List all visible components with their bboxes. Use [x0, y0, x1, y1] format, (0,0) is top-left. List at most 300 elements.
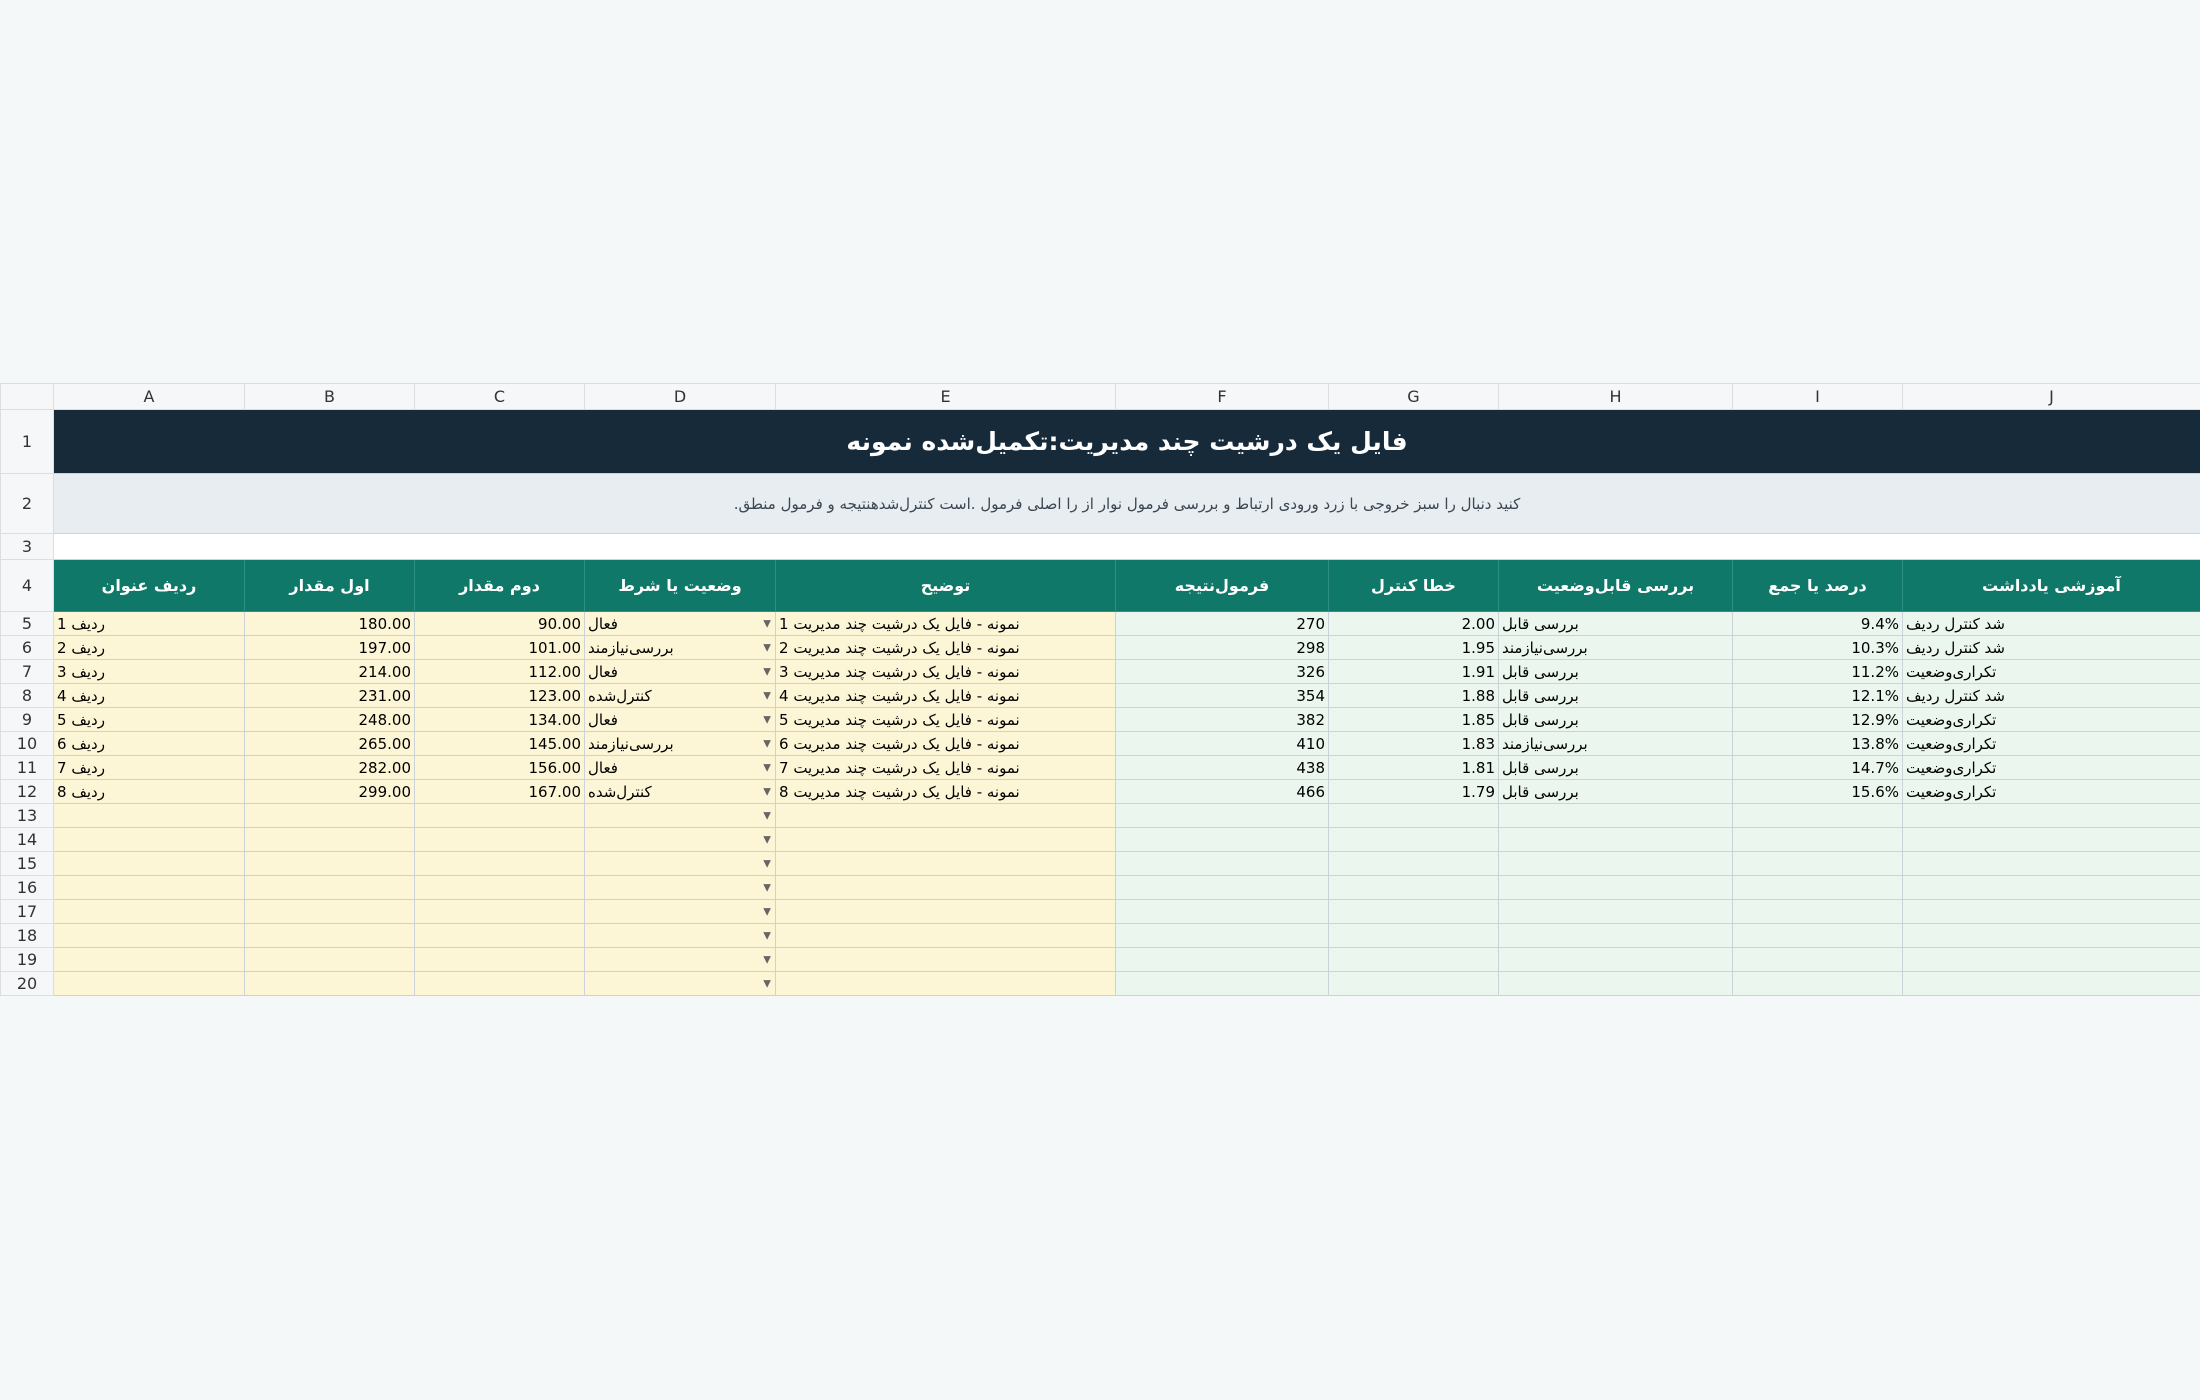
table-row	[1, 828, 2200, 852]
cell-value: تکراری‌وضعیت	[1906, 710, 1997, 729]
row-title-cell[interactable]	[54, 756, 245, 780]
cell-value: 1 ردیف	[57, 614, 105, 633]
cell-value: تکراری‌وضعیت	[1906, 758, 1997, 777]
row-title-cell[interactable]	[54, 780, 245, 804]
row-number[interactable]: 4	[1, 560, 54, 612]
table-row	[1, 660, 2200, 684]
cell-value: 1.79	[1461, 782, 1495, 801]
error-check-cell[interactable]	[1329, 732, 1499, 756]
review-status-cell[interactable]	[1499, 876, 1733, 900]
cell-value: بررسی‌نیازمند	[1502, 734, 1588, 753]
error-check-cell[interactable]	[1329, 636, 1499, 660]
first-value-cell[interactable]	[245, 636, 415, 660]
note-cell[interactable]	[1903, 756, 2200, 780]
cell-value: 5 نمونه - فایل یک درشیت چند مدیریت	[779, 710, 1020, 729]
status-dropdown-cell[interactable]	[585, 900, 776, 924]
table-row	[1, 732, 2200, 756]
formula-result-cell[interactable]	[1116, 828, 1329, 852]
note-cell[interactable]	[1903, 780, 2200, 804]
row-title-cell[interactable]	[54, 732, 245, 756]
caret-down-icon[interactable]: ▼	[763, 954, 771, 965]
status-dropdown-cell[interactable]	[585, 660, 776, 684]
row-title-cell[interactable]	[54, 900, 245, 924]
second-value-cell[interactable]	[415, 660, 585, 684]
cell-value: بررسی قابل	[1502, 782, 1579, 801]
first-value-cell[interactable]	[245, 684, 415, 708]
table-row	[1, 852, 2200, 876]
cell-value: 282.00	[358, 758, 411, 777]
cell-value: 354	[1296, 686, 1325, 705]
column-header-f[interactable]: F	[1116, 384, 1329, 410]
cell-value: شد کنترل ردیف	[1906, 686, 2005, 705]
percent-cell[interactable]	[1733, 900, 1903, 924]
cell-value: شد کنترل ردیف	[1906, 638, 2005, 657]
row-title-cell[interactable]	[54, 828, 245, 852]
review-status-cell[interactable]	[1499, 732, 1733, 756]
caret-down-icon[interactable]: ▼	[763, 834, 771, 845]
description-cell[interactable]	[776, 828, 1116, 852]
description-cell[interactable]	[776, 972, 1116, 996]
second-value-cell[interactable]	[415, 708, 585, 732]
header-description[interactable]: توضیح	[776, 560, 1116, 612]
row-number[interactable]: 16	[1, 876, 54, 900]
row-number[interactable]: 15	[1, 852, 54, 876]
row-title-cell[interactable]	[54, 972, 245, 996]
cell-value: بررسی‌نیازمند	[588, 734, 674, 753]
error-check-cell[interactable]	[1329, 852, 1499, 876]
status-dropdown-cell[interactable]	[585, 708, 776, 732]
row-title-cell[interactable]	[54, 852, 245, 876]
review-status-cell[interactable]	[1499, 828, 1733, 852]
percent-cell[interactable]	[1733, 924, 1903, 948]
header-error-check[interactable]: خطا کنترل	[1329, 560, 1499, 612]
caret-down-icon[interactable]: ▼	[763, 714, 771, 725]
cell-value: بررسی قابل	[1502, 758, 1579, 777]
row-title-cell[interactable]	[54, 708, 245, 732]
row-number[interactable]: 17	[1, 900, 54, 924]
second-value-cell[interactable]	[415, 876, 585, 900]
review-status-cell[interactable]	[1499, 636, 1733, 660]
cell-value: 1.88	[1461, 686, 1495, 705]
cell-value: 7 نمونه - فایل یک درشیت چند مدیریت	[779, 758, 1020, 777]
status-dropdown-cell[interactable]	[585, 756, 776, 780]
cell-value: 4 ردیف	[57, 686, 105, 705]
caret-down-icon[interactable]: ▼	[763, 690, 771, 701]
second-value-cell[interactable]	[415, 948, 585, 972]
first-value-cell[interactable]	[245, 948, 415, 972]
cell-value: 2 نمونه - فایل یک درشیت چند مدیریت	[779, 638, 1020, 657]
error-check-cell[interactable]	[1329, 804, 1499, 828]
row-title-cell[interactable]	[54, 876, 245, 900]
formula-result-cell[interactable]	[1116, 612, 1329, 636]
review-status-cell[interactable]	[1499, 780, 1733, 804]
cell-value: 12.1%	[1851, 686, 1899, 705]
review-status-cell[interactable]	[1499, 612, 1733, 636]
description-cell[interactable]	[776, 780, 1116, 804]
column-header-c[interactable]: C	[415, 384, 585, 410]
first-value-cell[interactable]	[245, 852, 415, 876]
description-cell[interactable]	[776, 924, 1116, 948]
table-row	[1, 708, 2200, 732]
status-dropdown-cell[interactable]	[585, 948, 776, 972]
column-header-row	[1, 384, 2200, 410]
row-title-cell[interactable]	[54, 636, 245, 660]
note-cell[interactable]	[1903, 852, 2200, 876]
review-status-cell[interactable]	[1499, 852, 1733, 876]
caret-down-icon[interactable]: ▼	[763, 738, 771, 749]
error-check-cell[interactable]	[1329, 924, 1499, 948]
cell-value: فعال	[588, 758, 618, 777]
review-status-cell[interactable]	[1499, 708, 1733, 732]
first-value-cell[interactable]	[245, 924, 415, 948]
cell-value: فعال	[588, 662, 618, 681]
formula-result-cell[interactable]	[1116, 684, 1329, 708]
second-value-cell[interactable]	[415, 780, 585, 804]
column-header-b[interactable]: B	[245, 384, 415, 410]
caret-down-icon[interactable]: ▼	[763, 906, 771, 917]
column-header-g[interactable]: G	[1329, 384, 1499, 410]
formula-result-cell[interactable]	[1116, 852, 1329, 876]
select-all-corner[interactable]	[1, 384, 54, 410]
row-title-cell[interactable]	[54, 612, 245, 636]
cell-value: 248.00	[358, 710, 411, 729]
note-cell[interactable]	[1903, 948, 2200, 972]
spreadsheet-grid	[0, 383, 2200, 996]
row-number[interactable]: 9	[1, 708, 54, 732]
column-header-i[interactable]: I	[1733, 384, 1903, 410]
note-cell[interactable]	[1903, 828, 2200, 852]
cell-value: 167.00	[528, 782, 581, 801]
row-title-cell[interactable]	[54, 804, 245, 828]
table-row	[1, 900, 2200, 924]
note-cell[interactable]	[1903, 636, 2200, 660]
second-value-cell[interactable]	[415, 636, 585, 660]
cell-value: 197.00	[358, 638, 411, 657]
row-number[interactable]: 6	[1, 636, 54, 660]
percent-cell[interactable]	[1733, 636, 1903, 660]
cell-value: 1.91	[1461, 662, 1495, 681]
description-cell[interactable]	[776, 612, 1116, 636]
cell-value: 2 ردیف	[57, 638, 105, 657]
formula-result-cell[interactable]	[1116, 804, 1329, 828]
percent-cell[interactable]	[1733, 804, 1903, 828]
note-cell[interactable]	[1903, 684, 2200, 708]
cell-value: 134.00	[528, 710, 581, 729]
cell-value: تکراری‌وضعیت	[1906, 782, 1997, 801]
status-dropdown-cell[interactable]	[585, 612, 776, 636]
description-cell[interactable]	[776, 708, 1116, 732]
description-cell[interactable]	[776, 684, 1116, 708]
description-cell[interactable]	[776, 876, 1116, 900]
row-title-cell[interactable]	[54, 924, 245, 948]
status-dropdown-cell[interactable]	[585, 732, 776, 756]
description-cell[interactable]	[776, 732, 1116, 756]
status-dropdown-cell[interactable]	[585, 972, 776, 996]
formula-result-cell[interactable]	[1116, 636, 1329, 660]
description-cell[interactable]	[776, 900, 1116, 924]
instructions-note[interactable]: کنید دنبال را سبز خروجی با زرد ورودی ارتباط و بررسی فرمول نوار از را اصلی فرمول .است کنترل‌شدهنتیجه و فرمول منطق.	[54, 474, 2200, 534]
row-number[interactable]: 19	[1, 948, 54, 972]
note-cell[interactable]	[1903, 732, 2200, 756]
table-row	[1, 780, 2200, 804]
header-first-value[interactable]: اول مقدار	[245, 560, 415, 612]
cell-value: 3 نمونه - فایل یک درشیت چند مدیریت	[779, 662, 1020, 681]
second-value-cell[interactable]	[415, 756, 585, 780]
percent-cell[interactable]	[1733, 660, 1903, 684]
column-header-j[interactable]: J	[1903, 384, 2200, 410]
cell-value: 15.6%	[1851, 782, 1899, 801]
spacer-row	[1, 534, 2200, 560]
percent-cell[interactable]	[1733, 732, 1903, 756]
second-value-cell[interactable]	[415, 972, 585, 996]
note-cell[interactable]	[1903, 660, 2200, 684]
description-cell[interactable]	[776, 804, 1116, 828]
first-value-cell[interactable]	[245, 828, 415, 852]
caret-down-icon[interactable]: ▼	[763, 618, 771, 629]
table-row	[1, 876, 2200, 900]
note-cell[interactable]	[1903, 900, 2200, 924]
status-dropdown-cell[interactable]	[585, 636, 776, 660]
cell-value: 7 ردیف	[57, 758, 105, 777]
first-value-cell[interactable]	[245, 708, 415, 732]
description-cell[interactable]	[776, 756, 1116, 780]
formula-result-cell[interactable]	[1116, 948, 1329, 972]
description-cell[interactable]	[776, 852, 1116, 876]
column-header-a[interactable]: A	[54, 384, 245, 410]
row-title-cell[interactable]	[54, 684, 245, 708]
header-status[interactable]: وضعیت یا شرط	[585, 560, 776, 612]
cell-value: فعال	[588, 614, 618, 633]
percent-cell[interactable]	[1733, 828, 1903, 852]
title-row	[1, 410, 2200, 474]
cell-value: 3 ردیف	[57, 662, 105, 681]
first-value-cell[interactable]	[245, 732, 415, 756]
cell-value: 6 نمونه - فایل یک درشیت چند مدیریت	[779, 734, 1020, 753]
first-value-cell[interactable]	[245, 612, 415, 636]
row-number[interactable]: 1	[1, 410, 54, 474]
percent-cell[interactable]	[1733, 756, 1903, 780]
cell-value: 299.00	[358, 782, 411, 801]
caret-down-icon[interactable]: ▼	[763, 882, 771, 893]
second-value-cell[interactable]	[415, 828, 585, 852]
caret-down-icon[interactable]: ▼	[763, 786, 771, 797]
first-value-cell[interactable]	[245, 756, 415, 780]
caret-down-icon[interactable]: ▼	[763, 978, 771, 989]
column-header-h[interactable]: H	[1499, 384, 1733, 410]
description-cell[interactable]	[776, 660, 1116, 684]
caret-down-icon[interactable]: ▼	[763, 810, 771, 821]
first-value-cell[interactable]	[245, 876, 415, 900]
first-value-cell[interactable]	[245, 972, 415, 996]
row-number[interactable]: 2	[1, 474, 54, 534]
sheet-table	[0, 383, 2200, 996]
second-value-cell[interactable]	[415, 684, 585, 708]
row-number[interactable]: 12	[1, 780, 54, 804]
caret-down-icon[interactable]: ▼	[763, 666, 771, 677]
caret-down-icon[interactable]: ▼	[763, 930, 771, 941]
cell-value: 90.00	[538, 614, 581, 633]
row-number[interactable]: 8	[1, 684, 54, 708]
row-number[interactable]: 20	[1, 972, 54, 996]
second-value-cell[interactable]	[415, 924, 585, 948]
error-check-cell[interactable]	[1329, 948, 1499, 972]
second-value-cell[interactable]	[415, 804, 585, 828]
empty-cell[interactable]	[54, 534, 2200, 560]
error-check-cell[interactable]	[1329, 876, 1499, 900]
header-formula-result[interactable]: فرمول‌نتیجه	[1116, 560, 1329, 612]
error-check-cell[interactable]	[1329, 660, 1499, 684]
cell-value: 270	[1296, 614, 1325, 633]
caret-down-icon[interactable]: ▼	[763, 762, 771, 773]
table-row	[1, 948, 2200, 972]
header-note[interactable]: آموزشی یادداشت	[1903, 560, 2200, 612]
cell-value: 101.00	[528, 638, 581, 657]
formula-result-cell[interactable]	[1116, 756, 1329, 780]
second-value-cell[interactable]	[415, 852, 585, 876]
error-check-cell[interactable]	[1329, 612, 1499, 636]
error-check-cell[interactable]	[1329, 780, 1499, 804]
cell-value: 382	[1296, 710, 1325, 729]
status-dropdown-cell[interactable]	[585, 828, 776, 852]
status-dropdown-cell[interactable]	[585, 924, 776, 948]
cell-value: 1.85	[1461, 710, 1495, 729]
note-row	[1, 474, 2200, 534]
row-number[interactable]: 3	[1, 534, 54, 560]
review-status-cell[interactable]	[1499, 684, 1733, 708]
column-header-d[interactable]: D	[585, 384, 776, 410]
cell-value: 214.00	[358, 662, 411, 681]
review-status-cell[interactable]	[1499, 924, 1733, 948]
first-value-cell[interactable]	[245, 900, 415, 924]
row-number[interactable]: 14	[1, 828, 54, 852]
cell-value: کنترل‌شده	[588, 686, 652, 705]
row-number[interactable]: 18	[1, 924, 54, 948]
first-value-cell[interactable]	[245, 780, 415, 804]
header-percent[interactable]: درصد یا جمع	[1733, 560, 1903, 612]
cell-value: 466	[1296, 782, 1325, 801]
review-status-cell[interactable]	[1499, 900, 1733, 924]
cell-value: بررسی قابل	[1502, 662, 1579, 681]
cell-value: 2.00	[1461, 614, 1495, 633]
percent-cell[interactable]	[1733, 780, 1903, 804]
percent-cell[interactable]	[1733, 612, 1903, 636]
caret-down-icon[interactable]: ▼	[763, 642, 771, 653]
note-cell[interactable]	[1903, 972, 2200, 996]
review-status-cell[interactable]	[1499, 756, 1733, 780]
percent-cell[interactable]	[1733, 852, 1903, 876]
table-row	[1, 756, 2200, 780]
note-cell[interactable]	[1903, 876, 2200, 900]
formula-result-cell[interactable]	[1116, 924, 1329, 948]
note-cell[interactable]	[1903, 612, 2200, 636]
cell-value: 112.00	[528, 662, 581, 681]
table-header-row	[1, 560, 2200, 612]
cell-value: 11.2%	[1851, 662, 1899, 681]
second-value-cell[interactable]	[415, 732, 585, 756]
review-status-cell[interactable]	[1499, 948, 1733, 972]
formula-result-cell[interactable]	[1116, 708, 1329, 732]
column-header-e[interactable]: E	[776, 384, 1116, 410]
row-title-cell[interactable]	[54, 660, 245, 684]
sheet-title[interactable]: فایل یک درشیت چند مدیریت:تکمیل‌شده نمونه	[54, 410, 2200, 474]
error-check-cell[interactable]	[1329, 828, 1499, 852]
error-check-cell[interactable]	[1329, 684, 1499, 708]
status-dropdown-cell[interactable]	[585, 780, 776, 804]
formula-result-cell[interactable]	[1116, 972, 1329, 996]
cell-value: 8 نمونه - فایل یک درشیت چند مدیریت	[779, 782, 1020, 801]
table-row	[1, 612, 2200, 636]
row-number[interactable]: 13	[1, 804, 54, 828]
formula-result-cell[interactable]	[1116, 732, 1329, 756]
error-check-cell[interactable]	[1329, 972, 1499, 996]
cell-value: 10.3%	[1851, 638, 1899, 657]
percent-cell[interactable]	[1733, 948, 1903, 972]
status-dropdown-cell[interactable]	[585, 852, 776, 876]
cell-value: بررسی قابل	[1502, 614, 1579, 633]
description-cell[interactable]	[776, 636, 1116, 660]
row-number[interactable]: 5	[1, 612, 54, 636]
row-title-cell[interactable]	[54, 948, 245, 972]
status-dropdown-cell[interactable]	[585, 876, 776, 900]
error-check-cell[interactable]	[1329, 708, 1499, 732]
formula-result-cell[interactable]	[1116, 876, 1329, 900]
percent-cell[interactable]	[1733, 684, 1903, 708]
table-row	[1, 684, 2200, 708]
cell-value: 326	[1296, 662, 1325, 681]
review-status-cell[interactable]	[1499, 660, 1733, 684]
cell-value: 6 ردیف	[57, 734, 105, 753]
row-number[interactable]: 7	[1, 660, 54, 684]
description-cell[interactable]	[776, 948, 1116, 972]
review-status-cell[interactable]	[1499, 972, 1733, 996]
cell-value: 1.83	[1461, 734, 1495, 753]
cell-value: کنترل‌شده	[588, 782, 652, 801]
cell-value: 9.4%	[1860, 614, 1899, 633]
header-row-title[interactable]: ردیف عنوان	[54, 560, 245, 612]
header-review-status[interactable]: بررسی قابل‌وضعیت	[1499, 560, 1733, 612]
table-row	[1, 972, 2200, 996]
error-check-cell[interactable]	[1329, 756, 1499, 780]
error-check-cell[interactable]	[1329, 900, 1499, 924]
second-value-cell[interactable]	[415, 900, 585, 924]
percent-cell[interactable]	[1733, 708, 1903, 732]
cell-value: بررسی‌نیازمند	[588, 638, 674, 657]
cell-value: تکراری‌وضعیت	[1906, 734, 1997, 753]
status-dropdown-cell[interactable]	[585, 804, 776, 828]
first-value-cell[interactable]	[245, 804, 415, 828]
formula-result-cell[interactable]	[1116, 900, 1329, 924]
percent-cell[interactable]	[1733, 876, 1903, 900]
cell-value: 156.00	[528, 758, 581, 777]
second-value-cell[interactable]	[415, 612, 585, 636]
cell-value: شد کنترل ردیف	[1906, 614, 2005, 633]
header-second-value[interactable]: دوم مقدار	[415, 560, 585, 612]
note-cell[interactable]	[1903, 804, 2200, 828]
formula-result-cell[interactable]	[1116, 780, 1329, 804]
status-dropdown-cell[interactable]	[585, 684, 776, 708]
row-number[interactable]: 11	[1, 756, 54, 780]
formula-result-cell[interactable]	[1116, 660, 1329, 684]
first-value-cell[interactable]	[245, 660, 415, 684]
caret-down-icon[interactable]: ▼	[763, 858, 771, 869]
note-cell[interactable]	[1903, 708, 2200, 732]
review-status-cell[interactable]	[1499, 804, 1733, 828]
row-number[interactable]: 10	[1, 732, 54, 756]
cell-value: 1.95	[1461, 638, 1495, 657]
note-cell[interactable]	[1903, 924, 2200, 948]
cell-value: 438	[1296, 758, 1325, 777]
percent-cell[interactable]	[1733, 972, 1903, 996]
